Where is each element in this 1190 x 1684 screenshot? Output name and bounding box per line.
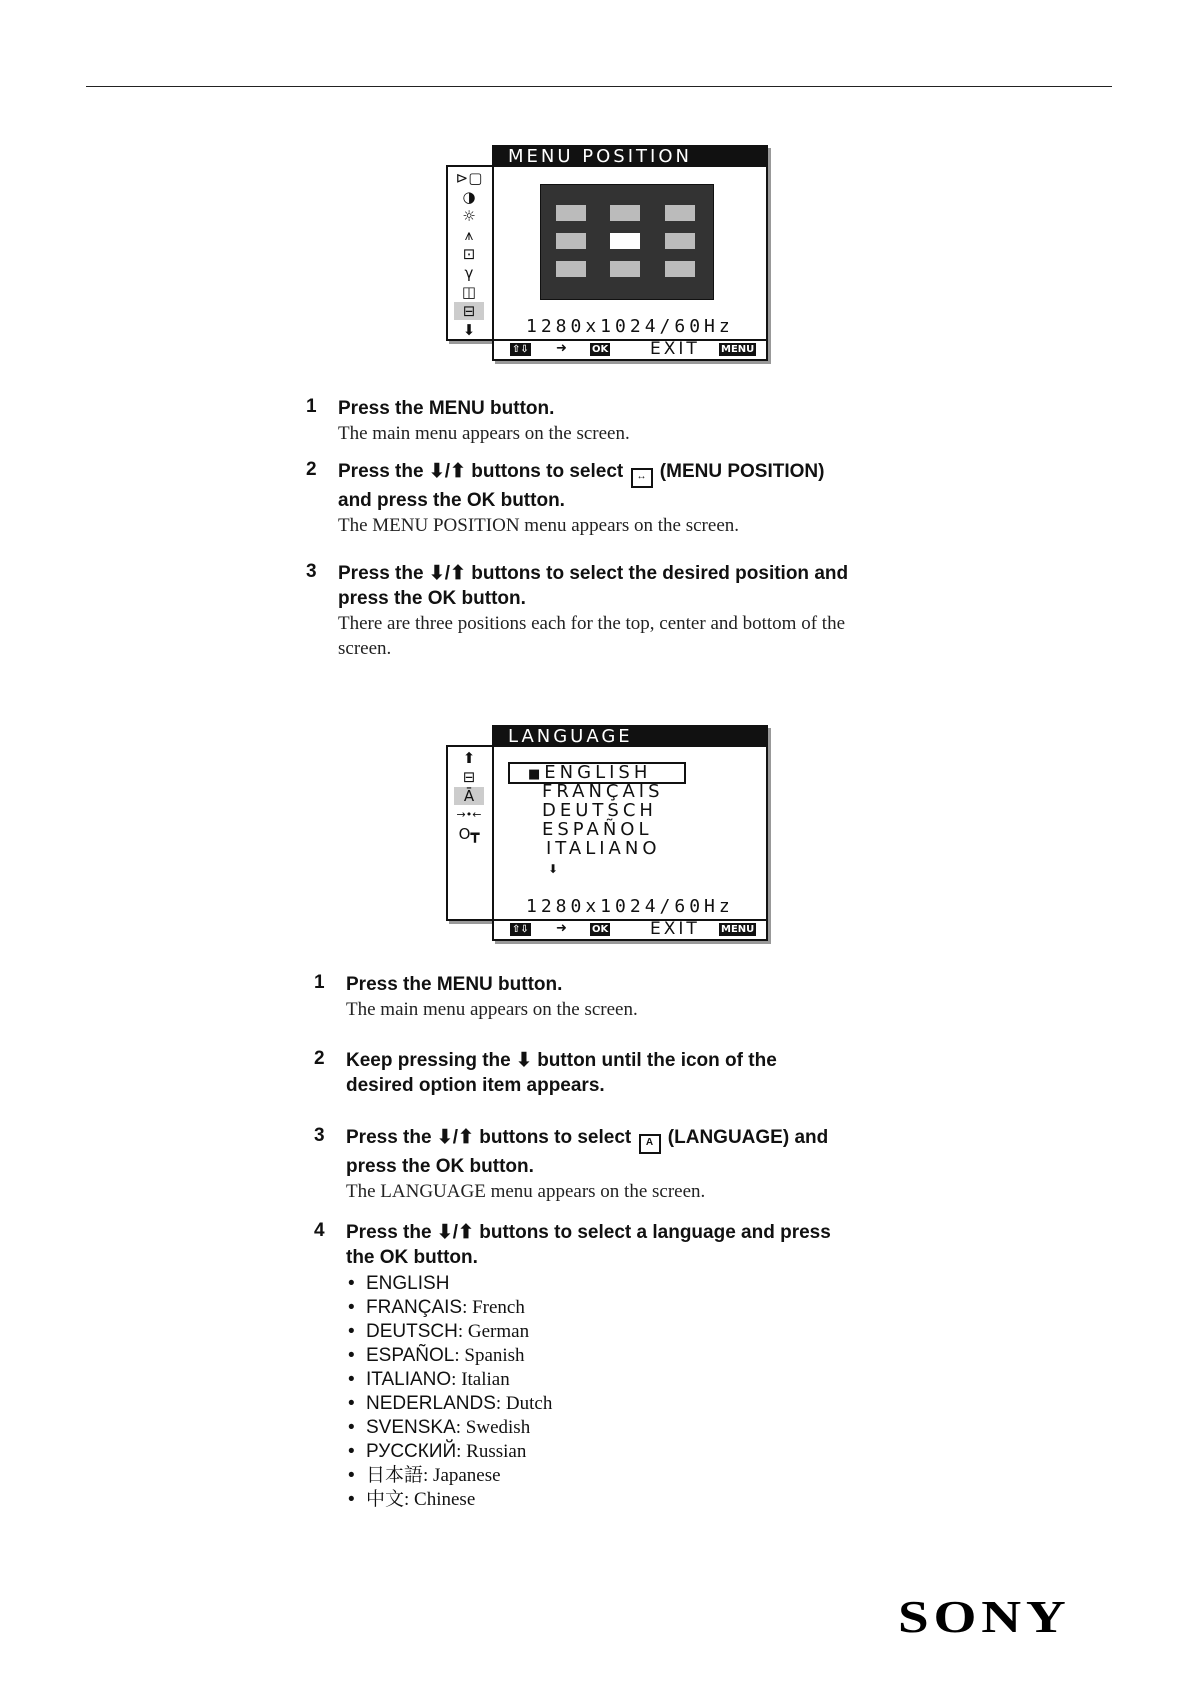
pos-bottom-left xyxy=(556,261,586,277)
step-number: 2 xyxy=(306,459,317,480)
heading-text: buttons to select xyxy=(473,1127,637,1148)
lang-option-espanol[interactable]: ESPAÑOL xyxy=(542,819,653,840)
step-heading xyxy=(346,1048,834,1098)
lang-option-label: ENGLISH xyxy=(544,762,652,783)
ok-key: OK xyxy=(592,924,609,935)
up-down-arrows-icon: ⬇/⬆ xyxy=(428,563,466,584)
osd-sidebar xyxy=(446,165,494,341)
language-native: DEUTSCH xyxy=(366,1321,458,1342)
step-body: The main menu appears on the screen. xyxy=(346,999,638,1020)
mp-step-3 xyxy=(306,561,866,661)
lock-key-icon: O┳ xyxy=(458,825,480,843)
step-number: 3 xyxy=(306,561,317,582)
step-heading xyxy=(346,1220,854,1270)
lang-step-1 xyxy=(314,972,914,1022)
list-item xyxy=(346,1320,854,1344)
down-arrow-icon: ⬇ xyxy=(516,1050,532,1071)
list-item xyxy=(346,1440,854,1464)
nav-keys-icon: ⇧⇩ xyxy=(512,924,529,935)
step-number: 1 xyxy=(306,396,317,417)
list-item xyxy=(346,1368,854,1392)
heading-text: Keep pressing the xyxy=(346,1050,516,1071)
geometry-icon: ⊡ xyxy=(462,245,476,263)
up-down-arrows-icon: ⬇/⬆ xyxy=(436,1222,474,1243)
language-native: SVENSKA xyxy=(366,1417,456,1438)
up-down-arrows-icon: ⬇/⬆ xyxy=(436,1127,474,1148)
osd-resolution: 1280x1024/60Hz xyxy=(526,896,734,917)
heading-text: Press the xyxy=(338,563,429,584)
step-body: The MENU POSITION menu appears on the screen. xyxy=(338,515,740,536)
menu-position-icon: ↔ xyxy=(631,468,653,488)
pos-top-left xyxy=(556,205,586,221)
list-item xyxy=(346,1344,854,1368)
lang-option-deutsch[interactable]: DEUTSCH xyxy=(542,800,657,821)
heading-text: buttons to select the desired position and press the OK button. xyxy=(338,563,849,609)
ok-key: OK xyxy=(592,344,609,355)
language-native: РУССКИЙ xyxy=(366,1441,457,1462)
heading-text: (MENU POSITION) and press the OK button. xyxy=(338,461,825,511)
mp-step-2 xyxy=(306,459,826,538)
pos-top-center xyxy=(610,205,640,221)
osd-title: MENU POSITION xyxy=(494,147,766,167)
nav-keys-icon: ⇧⇩ xyxy=(512,344,529,355)
list-item xyxy=(346,1392,854,1416)
pos-bottom-right xyxy=(665,261,695,277)
gamma-icon: γ xyxy=(464,264,474,282)
language-native: 中文 xyxy=(366,1489,405,1510)
position-grid xyxy=(540,184,714,300)
pos-mid-right xyxy=(665,233,695,249)
mp-step-1 xyxy=(306,396,906,446)
exit-label: EXIT xyxy=(650,919,700,939)
language-native: ENGLISH xyxy=(366,1273,450,1294)
menu-key: MENU xyxy=(721,344,755,355)
list-item xyxy=(346,1296,854,1320)
language-native: ESPAÑOL xyxy=(366,1345,455,1366)
exit-label: EXIT xyxy=(650,339,700,359)
pos-center xyxy=(610,233,640,249)
size-icon: ◫ xyxy=(461,283,477,301)
step-body: There are three positions each for the top, center and bottom of the screen. xyxy=(338,613,845,659)
osd-resolution: 1280x1024/60Hz xyxy=(526,316,734,337)
pos-top-right xyxy=(665,205,695,221)
step-body: The LANGUAGE menu appears on the screen. xyxy=(346,1181,706,1202)
step-heading xyxy=(338,561,866,611)
language-gloss: : Swedish xyxy=(455,1417,531,1438)
language-gloss: : German xyxy=(457,1321,530,1342)
language-icon: A xyxy=(639,1134,661,1154)
osd-sidebar xyxy=(446,745,494,921)
heading-text: buttons to select a language and press the OK button. xyxy=(346,1222,831,1268)
language-native: FRANÇAIS xyxy=(366,1297,463,1318)
lang-option-italiano[interactable]: ITALIANO xyxy=(546,838,661,859)
up-down-arrows-icon: ⬇/⬆ xyxy=(428,461,466,482)
picture-adjust-icon: ⊳▢ xyxy=(455,169,483,187)
arrow-icon: ➜ xyxy=(556,921,567,936)
lang-step-4 xyxy=(314,1220,854,1512)
osd-panel xyxy=(492,725,768,941)
osd-footer xyxy=(494,919,766,939)
brand-logo: SONY xyxy=(898,1591,1071,1642)
language-gloss: : Italian xyxy=(451,1369,510,1390)
osd-footer xyxy=(494,339,766,359)
list-item xyxy=(346,1488,854,1512)
list-item xyxy=(346,1464,854,1488)
osd-panel xyxy=(492,145,768,361)
reset-icon: →•← xyxy=(456,808,482,821)
language-native: ITALIANO xyxy=(366,1369,452,1390)
menu-position-icon: ⊟ xyxy=(454,302,484,320)
step-number: 4 xyxy=(314,1220,325,1241)
heading-text: (LANGUAGE) and press the OK button. xyxy=(346,1127,829,1177)
language-native: 日本語 xyxy=(366,1465,424,1486)
color-icon: ⩚ xyxy=(464,226,474,244)
lang-step-3 xyxy=(314,1125,874,1204)
step-body: The main menu appears on the screen. xyxy=(338,423,630,444)
more-down-icon: ⬇ xyxy=(548,862,563,876)
language-gloss: : French xyxy=(462,1297,525,1318)
heading-text: button until the icon of the desired option item appears. xyxy=(346,1050,777,1096)
more-down-icon: ⬇ xyxy=(462,321,476,339)
heading-text: buttons to select xyxy=(465,461,629,482)
language-gloss: : Russian xyxy=(456,1441,527,1462)
language-icon: Ā xyxy=(454,787,484,805)
brightness-icon: ☼ xyxy=(462,207,476,225)
lang-option-francais[interactable]: FRANÇAIS xyxy=(542,781,664,802)
header-rule xyxy=(86,86,1112,87)
step-number: 1 xyxy=(314,972,325,993)
menu-position-icon: ⊟ xyxy=(462,768,476,786)
lang-step-2 xyxy=(314,1048,834,1098)
language-gloss: : Chinese xyxy=(404,1489,476,1510)
language-gloss: : Dutch xyxy=(495,1393,553,1414)
language-gloss: : Spanish xyxy=(454,1345,525,1366)
contrast-icon: ◑ xyxy=(462,188,476,206)
language-native: NEDERLANDS xyxy=(366,1393,496,1414)
step-number: 3 xyxy=(314,1125,325,1146)
more-up-icon: ⬆ xyxy=(462,749,476,767)
step-number: 2 xyxy=(314,1048,325,1069)
heading-text: Press the xyxy=(346,1127,437,1148)
step-heading: Press the MENU button. xyxy=(338,398,555,419)
list-item xyxy=(346,1272,854,1296)
menu-key: MENU xyxy=(721,924,755,935)
checkbox-icon: ■ xyxy=(528,767,545,782)
heading-text: Press the xyxy=(338,461,429,482)
language-list xyxy=(346,1272,854,1512)
list-item xyxy=(346,1416,854,1440)
arrow-icon: ➜ xyxy=(556,341,567,356)
step-heading: Press the MENU button. xyxy=(346,974,563,995)
pos-mid-left xyxy=(556,233,586,249)
heading-text: Press the xyxy=(346,1222,437,1243)
step-heading xyxy=(338,459,826,513)
osd-title: LANGUAGE xyxy=(494,727,766,747)
pos-bottom-center xyxy=(610,261,640,277)
language-gloss: : Japanese xyxy=(423,1465,501,1486)
step-heading xyxy=(346,1125,874,1179)
